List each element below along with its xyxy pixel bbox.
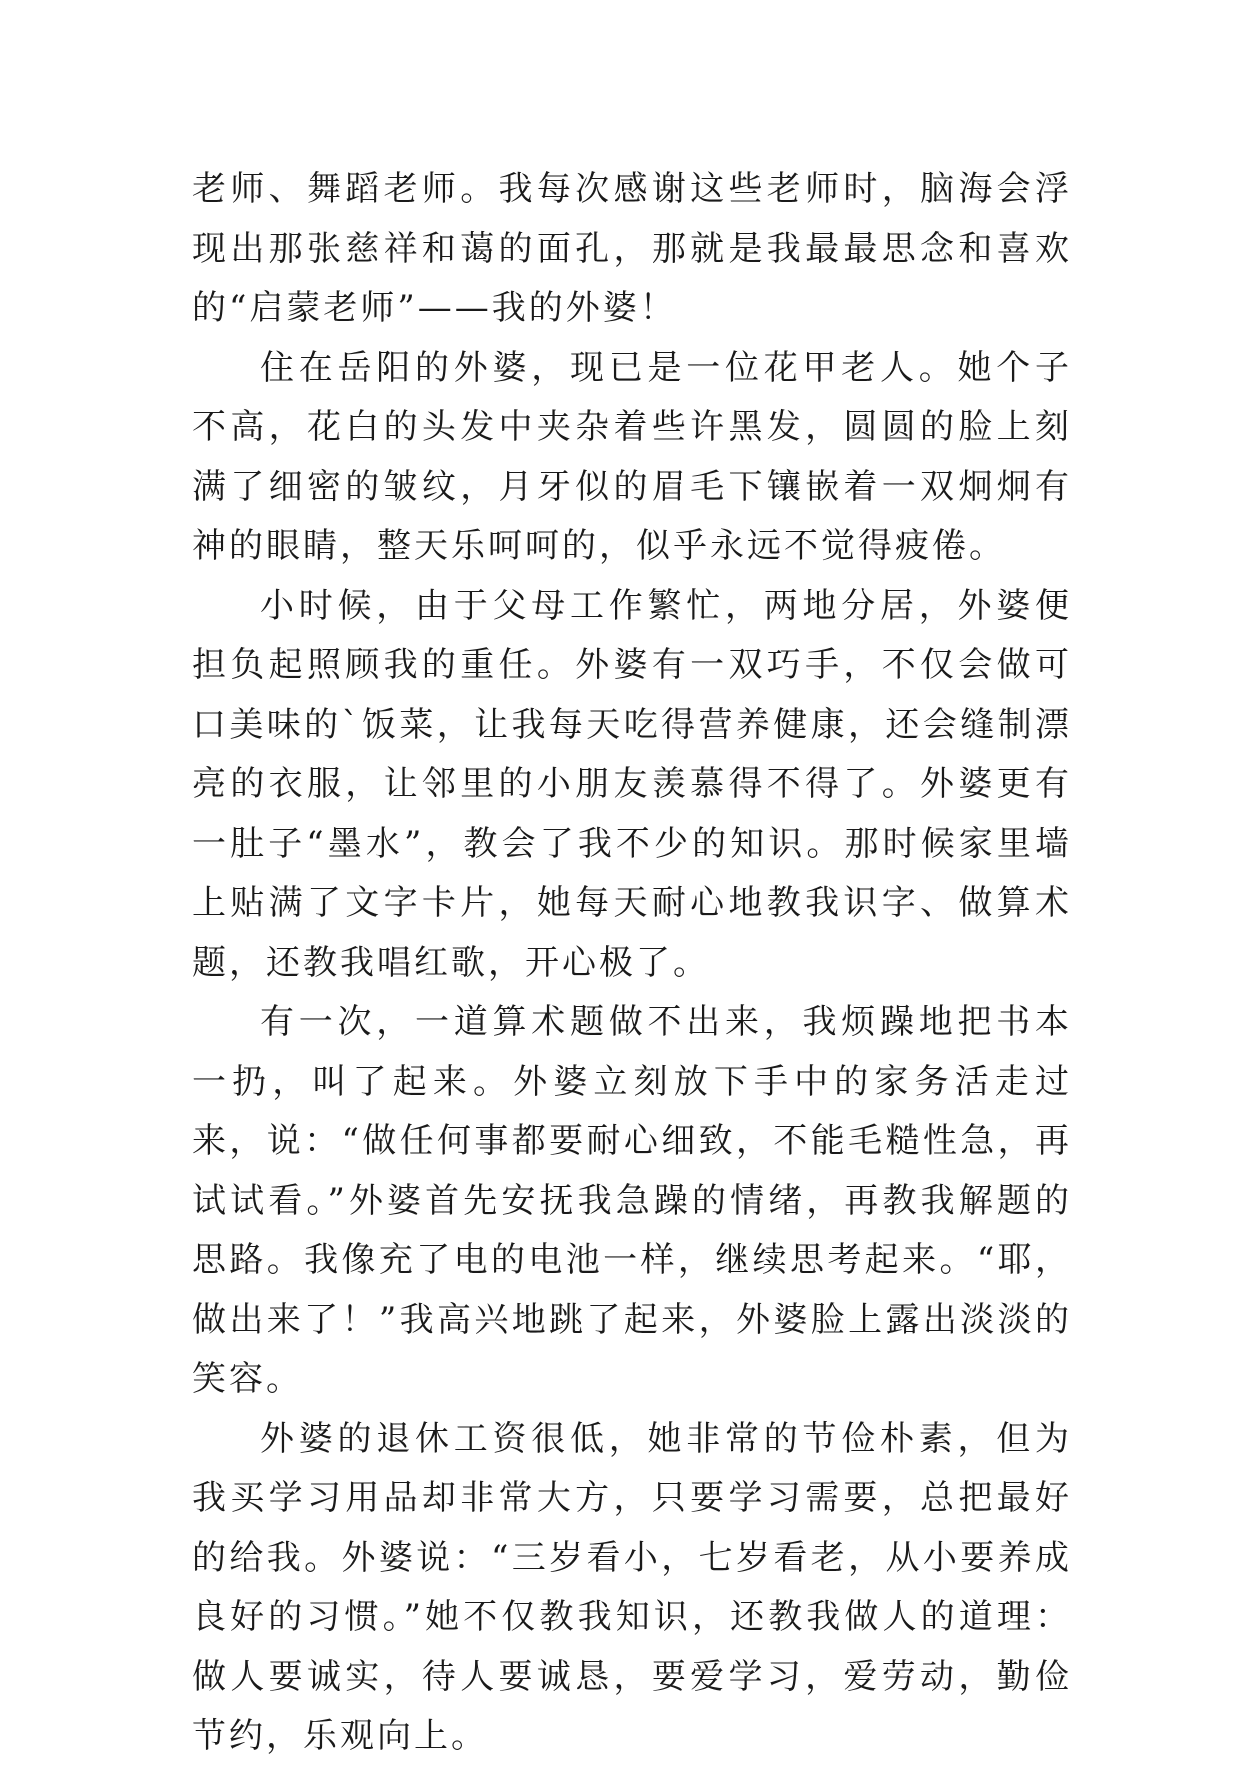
paragraph-5: 外婆的退休工资很低，她非常的节俭朴素，但为我买学习用品却非常大方，只要学习需要，总把最好的给我。外婆说：“三岁看小，七岁看老，从小要养成良好的习惯。”她不仅教我知识，还教我做人的道理：做人要诚实，待人要诚恳，要爱学习，爱劳动，勤俭节约，乐观向上。	[192, 1418, 1072, 1756]
paragraph-1: 老师、舞蹈老师。我每次感谢这些老师时，脑海会浮现出那张慈祥和蔼的面孔，那就是我最最思念和喜欢的“启蒙老师”——我的外婆！	[192, 169, 1072, 328]
paragraph-2: 住在岳阳的外婆，现已是一位花甲老人。她个子不高，花白的头发中夹杂着些许黑发，圆圆的脸上刻满了细密的皱纹，月牙似的眉毛下镶嵌着一双炯炯有神的眼睛，整天乐呵呵的，似乎永远不觉得疲倦。	[192, 347, 1072, 566]
essay-body	[192, 160, 1072, 1767]
paragraph-4: 有一次，一道算术题做不出来，我烦躁地把书本一扔，叫了起来。外婆立刻放下手中的家务活走过来，说：“做任何事都要耐心细致，不能毛糙性急，再试试看。”外婆首先安抚我急躁的情绪，再教我解题的思路。我像充了电的电池一样，继续思考起来。“耶，做出来了！”我高兴地跳了起来，外婆脸上露出淡淡的笑容。	[192, 1002, 1072, 1399]
paragraph-3: 小时候，由于父母工作繁忙，两地分居，外婆便担负起照顾我的重任。外婆有一双巧手，不仅会做可口美味的`饭菜，让我每天吃得营养健康，还会缝制漂亮的衣服，让邻里的小朋友羡慕得不得了。外婆更有一肚子“墨水”，教会了我不少的知识。那时候家里墙上贴满了文字卡片，她每天耐心地教我识字、做算术题，还教我唱红歌，开心极了。	[192, 585, 1072, 983]
